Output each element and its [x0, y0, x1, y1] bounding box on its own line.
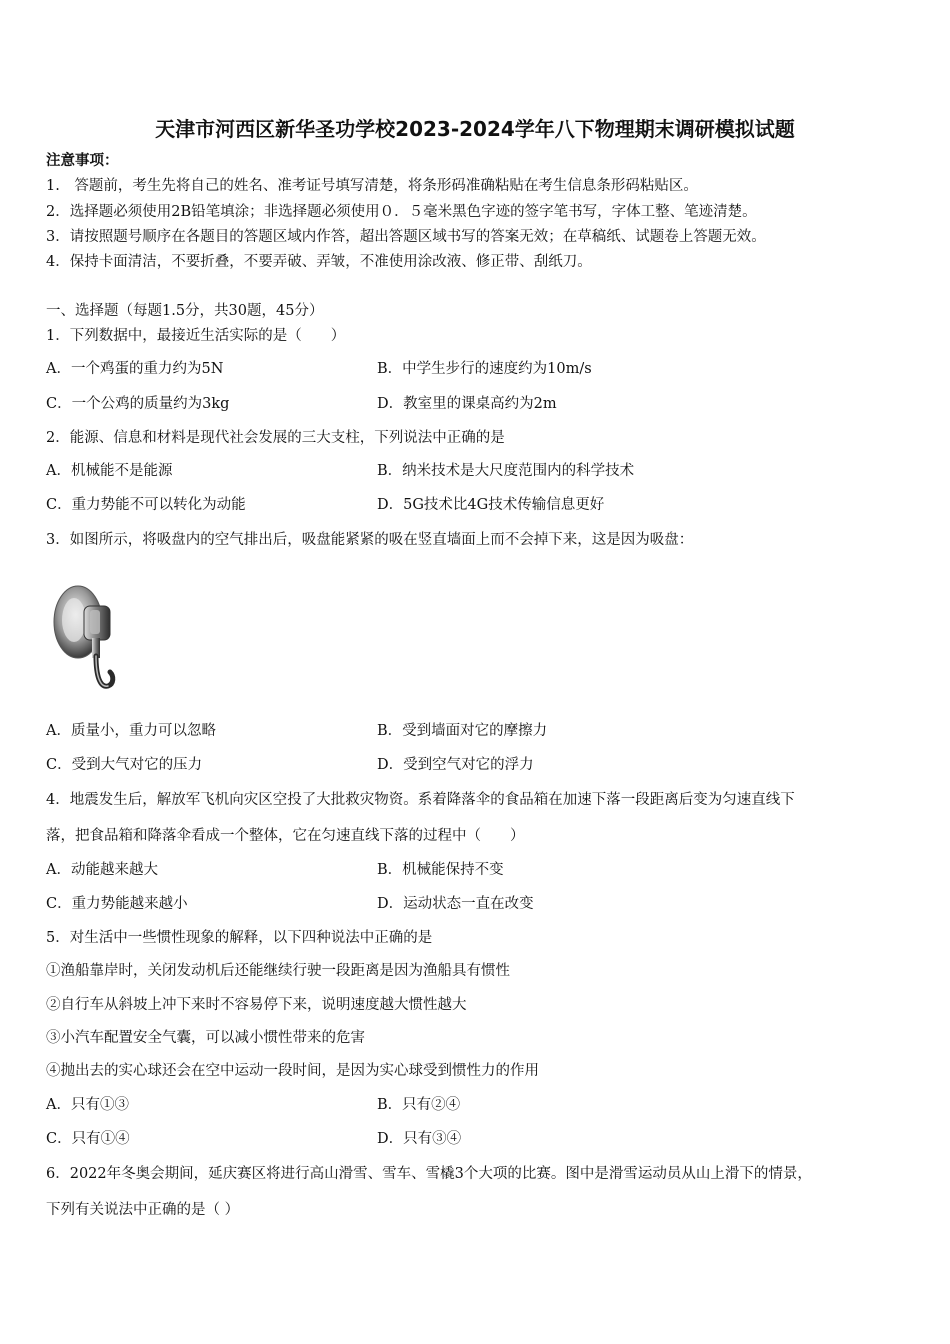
q1-option-d: D．教室里的课桌高约为2m: [377, 396, 557, 412]
q5-statement-2: ②自行车从斜坡上冲下来时不容易停下来，说明速度越大惯性越大: [46, 997, 467, 1013]
page-title: 天津市河西区新华圣功学校2023-2024学年八下物理期末调研模拟试题: [155, 117, 795, 141]
q5-option-c: C．只有①④: [46, 1131, 130, 1147]
q2-stem: 2．能源、信息和材料是现代社会发展的三大支柱，下列说法中正确的是: [46, 430, 505, 446]
q2-option-c: C．重力势能不可以转化为动能: [46, 497, 246, 513]
q3-option-b: B．受到墙面对它的摩擦力: [377, 723, 548, 739]
notice-item-3: 3．请按照题号顺序在各题目的答题区域内作答，超出答题区域书写的答案无效；在草稿纸、试题卷上答题无效。: [46, 229, 766, 245]
q3-stem: 3．如图所示，将吸盘内的空气排出后，吸盘能紧紧的吸在竖直墙面上而不会掉下来，这是因为吸盘：: [46, 532, 694, 548]
q4-option-c: C．重力势能越来越小: [46, 896, 188, 912]
q1-option-a: A．一个鸡蛋的重力约为5N: [46, 361, 224, 377]
q4-option-b: B．机械能保持不变: [377, 862, 504, 878]
q2-option-b: B．纳米技术是大尺度范围内的科学技术: [377, 463, 635, 479]
q4-stem-line2: 落，把食品箱和降落伞看成一个整体，它在匀速直线下落的过程中（ ）: [46, 828, 525, 844]
q3-option-a: A．质量小，重力可以忽略: [46, 723, 216, 739]
q4-option-d: D．运动状态一直在改变: [377, 896, 534, 912]
notice-item-1: 1. 答题前，考生先将自己的姓名、准考证号填写清楚，将条形码准确粘贴在考生信息条形码粘贴区。: [46, 178, 698, 194]
q1-option-b: B．中学生步行的速度约为10m/s: [377, 361, 592, 377]
q4-stem-line1: 4．地震发生后，解放军飞机向灾区空投了大批救灾物资。系着降落伞的食品箱在加速下落一段距离后变为匀速直线下: [46, 792, 795, 808]
q2-option-d: D．5G技术比4G技术传输信息更好: [377, 497, 605, 513]
notice-item-4: 4．保持卡面清洁，不要折叠，不要弄破、弄皱，不准使用涂改液、修正带、刮纸刀。: [46, 254, 592, 270]
suction-cup-hook-figure: [44, 580, 120, 696]
q4-option-a: A．动能越来越大: [46, 862, 158, 878]
notice-item-2: 2．选择题必须使用2B铅笔填涂；非选择题必须使用０．５毫米黑色字迹的签字笔书写，字体工整、笔迹清楚。: [46, 204, 757, 220]
q5-option-b: B．只有②④: [377, 1097, 461, 1113]
q1-stem: 1．下列数据中，最接近生活实际的是（ ）: [46, 328, 346, 344]
q5-stem: 5．对生活中一些惯性现象的解释，以下四种说法中正确的是: [46, 930, 433, 946]
q3-option-c: C．受到大气对它的压力: [46, 757, 203, 773]
q5-statement-3: ③小汽车配置安全气囊，可以减小惯性带来的危害: [46, 1030, 365, 1046]
suction-cup-hook-icon: [44, 580, 120, 696]
notice-heading: 注意事项：: [46, 152, 119, 169]
q5-statement-4: ④抛出去的实心球还会在空中运动一段时间，是因为实心球受到惯性力的作用: [46, 1063, 539, 1079]
q5-statement-1: ①渔船靠岸时，关闭发动机后还能继续行驶一段距离是因为渔船具有惯性: [46, 963, 510, 979]
section-heading: 一、选择题（每题1.5分，共30题，45分）: [46, 303, 324, 319]
q5-option-d: D．只有③④: [377, 1131, 462, 1147]
q6-stem-line2: 下列有关说法中正确的是（ ）: [46, 1202, 240, 1218]
q5-option-a: A．只有①③: [46, 1097, 129, 1113]
q3-option-d: D．受到空气对它的浮力: [377, 757, 534, 773]
q6-stem-line1: 6．2022年冬奥会期间，延庆赛区将进行高山滑雪、雪车、雪橇3个大项的比赛。图中是滑雪运动员从山上滑下的情景，: [46, 1166, 812, 1182]
q2-option-a: A．机械能不是能源: [46, 463, 173, 479]
q1-option-c: C．一个公鸡的质量约为3kg: [46, 396, 230, 412]
